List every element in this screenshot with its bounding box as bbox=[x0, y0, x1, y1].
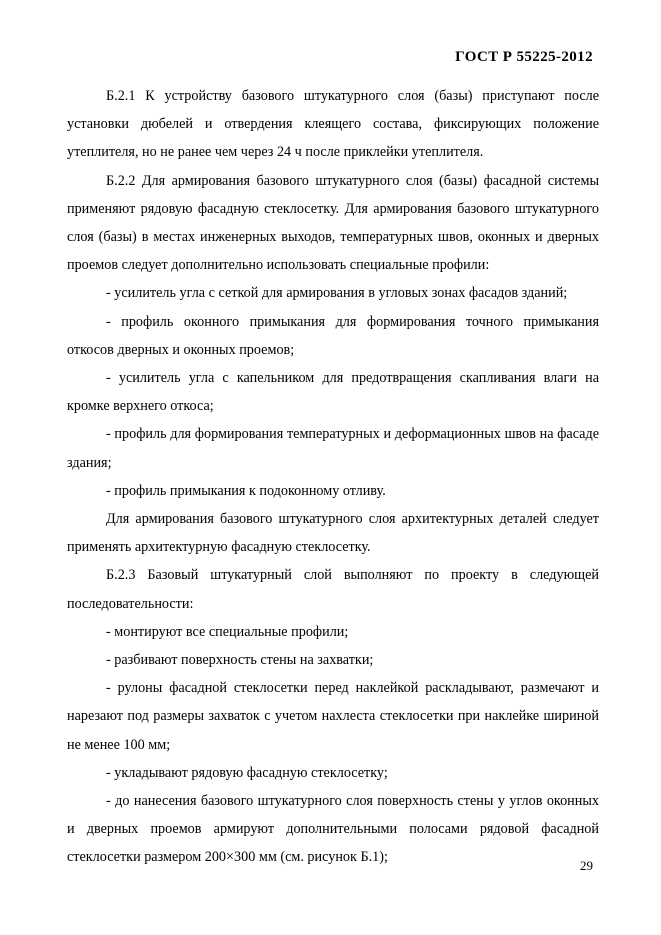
list-item: - усилитель угла с капельником для предотвращения скапливания влаги на кромке верхнего откоса; bbox=[67, 370, 599, 415]
list-item: - профиль оконного примыкания для формирования точного примыкания откосов дверных и оконных проемов; bbox=[67, 313, 599, 358]
page-number: 29 bbox=[580, 858, 593, 873]
paragraph-architectural-mesh: Для армирования базового штукатурного слоя архитектурных деталей следует применять архитектурную фасадную стеклосетку. bbox=[67, 511, 599, 556]
paragraph-b-2-1: Б.2.1 К устройству базового штукатурного слоя (базы) приступают после установки дюбелей и отвердения клеящего состава, фиксирующих положение утеплителя, но не ранее чем через 24 ч после приклейки утеплителя. bbox=[67, 88, 599, 161]
list-item: - профиль для формирования температурных и деформационных швов на фасаде здания; bbox=[67, 426, 599, 471]
list-item: - усилитель угла с сеткой для армирования в угловых зонах фасадов зданий; bbox=[106, 285, 568, 302]
paragraph-b-2-3: Б.2.3 Базовый штукатурный слой выполняют по проекту в следующей последовательности: bbox=[67, 567, 599, 612]
list-item: - рулоны фасадной стеклосетки перед наклейкой раскладывают, размечают и нарезают под размеры захваток с учетом нахлеста стеклосетки при наклейке шириной не менее 100 мм; bbox=[67, 680, 599, 753]
list-item: - монтируют все специальные профили; bbox=[106, 623, 349, 640]
document-header: ГОСТ Р 55225-2012 bbox=[455, 49, 593, 65]
list-item: - профиль примыкания к подоконному отливу. bbox=[106, 482, 386, 499]
document-body bbox=[67, 82, 599, 872]
list-item: - разбивают поверхность стены на захватки; bbox=[106, 652, 374, 669]
list-item: - до нанесения базового штукатурного слоя поверхность стены у углов оконных и дверных проемов армируют дополнительными полосами рядовой фасадной стеклосетки размером 200×300 мм (см. рисунок Б.1); bbox=[67, 793, 599, 866]
list-item: - укладывают рядовую фасадную стеклосетку; bbox=[106, 764, 388, 781]
paragraph-b-2-2: Б.2.2 Для армирования базового штукатурного слоя (базы) фасадной системы применяют рядовую фасадную стеклосетку. Для армирования базового штукатурного слоя (базы) в местах инженерных выходов, температурных швов, оконных и дверных проемов следует дополнительно использовать специальные профили: bbox=[67, 172, 599, 274]
